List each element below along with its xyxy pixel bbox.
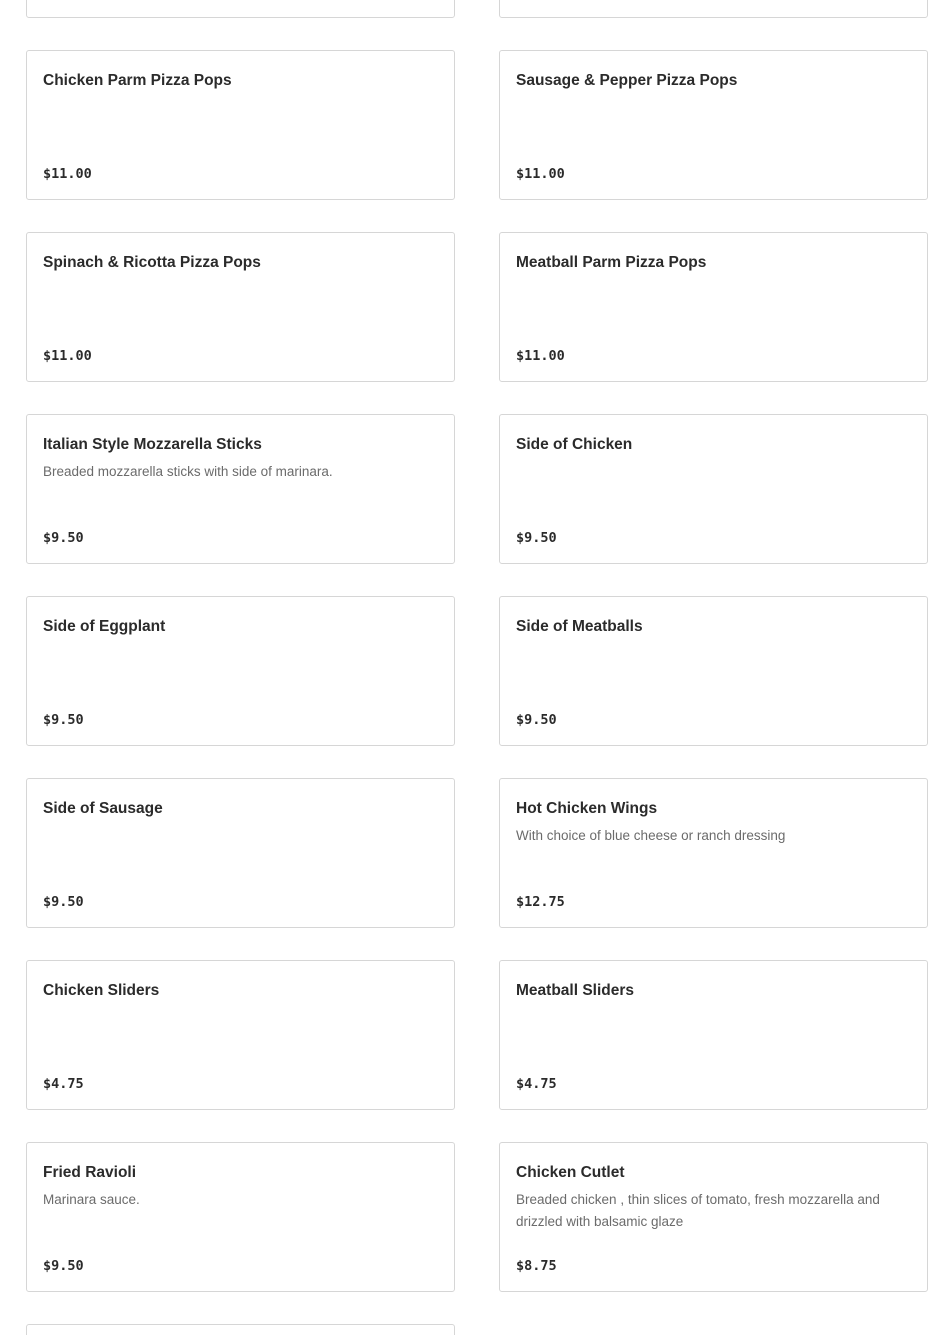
menu-item-price: $12.75 — [516, 894, 565, 910]
menu-item-name: Side of Eggplant — [43, 618, 166, 635]
menu-item-card[interactable] — [26, 1142, 455, 1292]
menu-item-price: $4.75 — [43, 1076, 84, 1092]
menu-item-card[interactable] — [26, 50, 455, 200]
menu-item-card[interactable] — [499, 0, 928, 18]
menu-item-card[interactable] — [499, 960, 928, 1110]
menu-item-card[interactable] — [499, 1142, 928, 1292]
menu-item-card[interactable] — [26, 0, 455, 18]
menu-item-description: Breaded mozzarella sticks with side of marinara. — [43, 464, 333, 479]
menu-grid — [26, 0, 928, 1335]
menu-item-card[interactable] — [26, 778, 455, 928]
menu-item-name: Hot Chicken Wings — [516, 800, 658, 817]
menu-item-name: Fried Ravioli — [43, 1164, 137, 1181]
menu-item-name: Sausage & Pepper Pizza Pops — [516, 72, 738, 89]
menu-item-price: $9.50 — [516, 712, 557, 728]
menu-item-card[interactable] — [499, 232, 928, 382]
menu-item-name: Chicken Cutlet — [516, 1164, 625, 1181]
menu-item-card[interactable] — [499, 50, 928, 200]
menu-item-name: Side of Chicken — [516, 436, 633, 453]
menu-item-price: $11.00 — [43, 166, 92, 182]
menu-item-price: $11.00 — [516, 348, 565, 364]
menu-item-name: Meatball Parm Pizza Pops — [516, 254, 707, 271]
menu-item-price: $9.50 — [516, 530, 557, 546]
menu-item-card[interactable] — [26, 960, 455, 1110]
menu-item-name: Italian Style Mozzarella Sticks — [43, 436, 262, 453]
menu-item-price: $9.50 — [43, 1258, 84, 1274]
menu-item-card[interactable] — [26, 414, 455, 564]
menu-item-name: Side of Sausage — [43, 800, 163, 817]
menu-item-card[interactable] — [499, 414, 928, 564]
menu-item-name: Chicken Sliders — [43, 982, 160, 999]
menu-item-price: $9.50 — [43, 894, 84, 910]
menu-item-price: $8.75 — [516, 1258, 557, 1274]
menu-item-card[interactable] — [26, 596, 455, 746]
menu-item-name: Spinach & Ricotta Pizza Pops — [43, 254, 261, 271]
menu-item-price: $11.00 — [516, 166, 565, 182]
menu-item-name: Chicken Parm Pizza Pops — [43, 72, 232, 89]
menu-item-card[interactable] — [499, 778, 928, 928]
menu-item-description: Marinara sauce. — [43, 1192, 140, 1207]
menu-item-card[interactable] — [26, 1324, 455, 1335]
menu-item-description: Breaded chicken , thin slices of tomato, fresh mozzarella and drizzled with balsamic glaze — [516, 1192, 880, 1229]
menu-item-name: Side of Meatballs — [516, 618, 643, 635]
menu-item-price: $9.50 — [43, 530, 84, 546]
menu-item-card[interactable] — [26, 232, 455, 382]
menu-item-price: $9.50 — [43, 712, 84, 728]
menu-item-price: $4.75 — [516, 1076, 557, 1092]
menu-item-description: With choice of blue cheese or ranch dressing — [516, 828, 786, 843]
menu-item-card[interactable] — [499, 596, 928, 746]
menu-item-name: Meatball Sliders — [516, 982, 635, 999]
menu-item-price: $11.00 — [43, 348, 92, 364]
